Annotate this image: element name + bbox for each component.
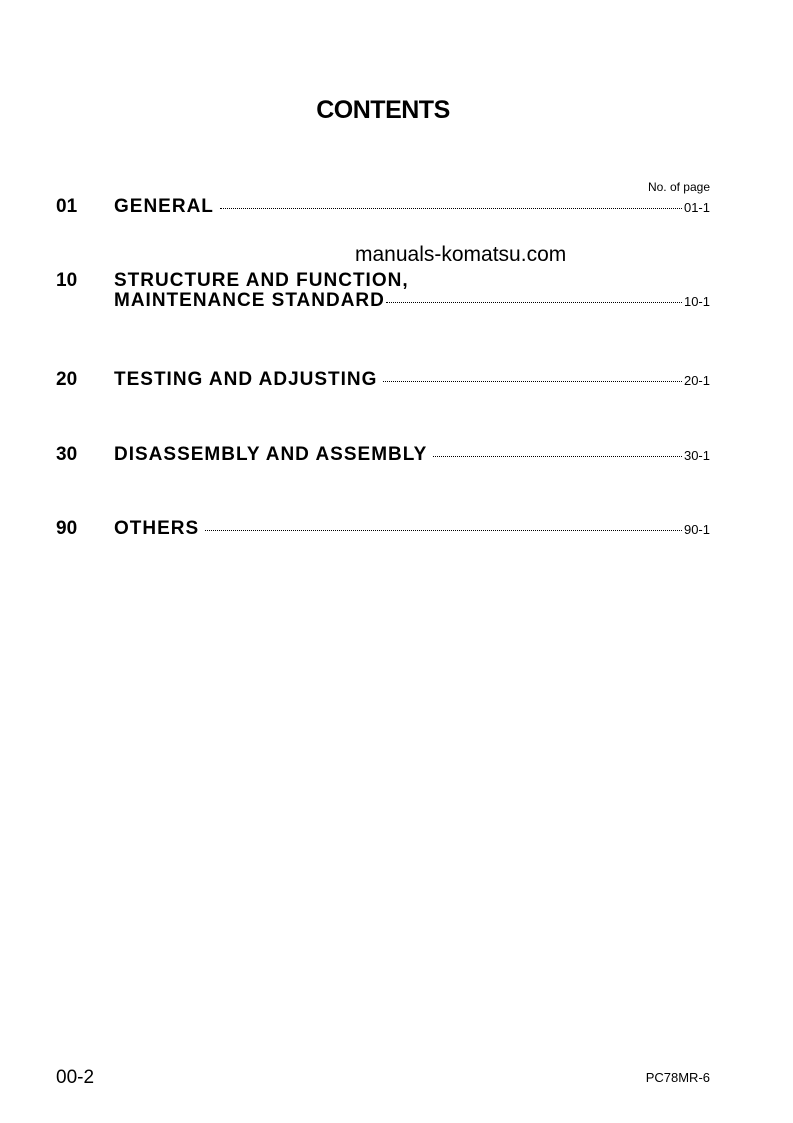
dot-leader (386, 301, 682, 303)
page-title: CONTENTS (316, 96, 450, 124)
dot-leader (205, 529, 682, 531)
watermark-text: manuals-komatsu.com (355, 243, 567, 266)
toc-entry-number: 90 (56, 518, 78, 539)
dot-leader (383, 380, 682, 382)
toc-entry-title: TESTING AND ADJUSTING (114, 369, 378, 390)
toc-entry-number: 01 (56, 196, 78, 217)
toc-entry-title: GENERAL (114, 196, 214, 217)
footer-page-number: 00-2 (56, 1067, 95, 1088)
toc-entry-number: 10 (56, 270, 78, 291)
toc-entry-number: 30 (56, 444, 78, 465)
toc-entry-title: DISASSEMBLY AND ASSEMBLY (114, 444, 428, 465)
dot-leader (220, 207, 682, 209)
toc-entry-title: OTHERS (114, 518, 200, 539)
toc-entry-title-line-1: STRUCTURE AND FUNCTION, (114, 270, 409, 291)
toc-entry-page: 90-1 (683, 522, 710, 537)
dot-leader (433, 455, 682, 457)
toc-entry-page: 10-1 (683, 294, 710, 309)
toc-entry-page: 20-1 (683, 373, 710, 388)
footer-model: PC78MR-6 (645, 1070, 710, 1085)
toc-entry-page: 30-1 (683, 448, 710, 463)
page-column-header: No. of page (647, 180, 710, 194)
toc-entry-page: 01-1 (683, 200, 710, 215)
toc-entry-number: 20 (56, 369, 78, 390)
toc-entry-title-line-2: MAINTENANCE STANDARD (114, 290, 385, 311)
